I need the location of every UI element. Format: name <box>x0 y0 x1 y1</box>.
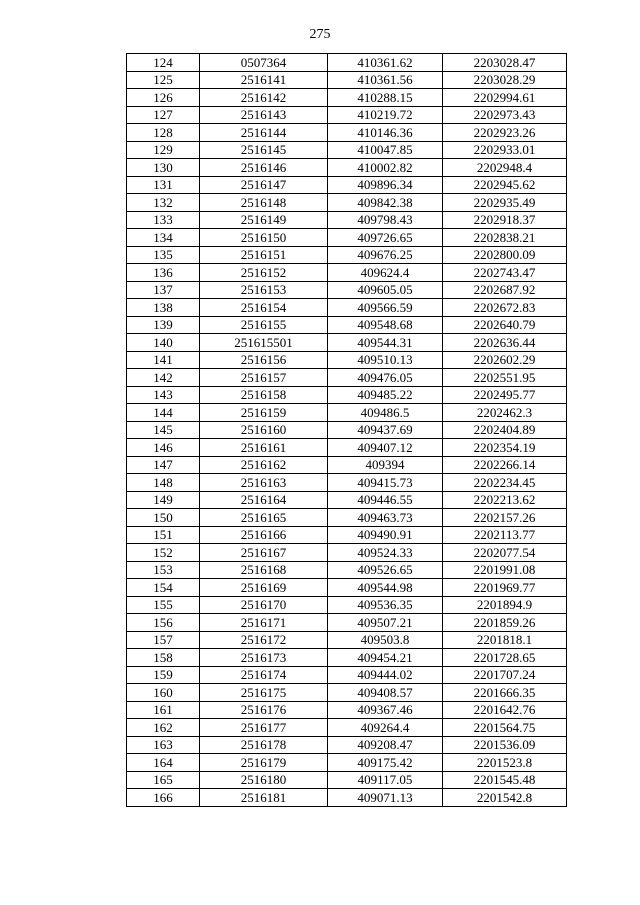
code-cell: 2516149 <box>200 211 328 229</box>
table-row <box>127 456 567 474</box>
page-number: 275 <box>309 27 331 42</box>
x-coordinate-cell: 410002.82 <box>328 159 443 177</box>
table-row <box>127 421 567 439</box>
point-number-cell: 147 <box>127 456 200 474</box>
table-row <box>127 561 567 579</box>
x-coordinate-cell: 409486.5 <box>328 404 443 422</box>
code-cell: 2516154 <box>200 299 328 317</box>
table-row <box>127 246 567 264</box>
table-row <box>127 386 567 404</box>
y-coordinate-cell: 2201523.8 <box>443 754 567 772</box>
point-number-cell: 143 <box>127 386 200 404</box>
table-row <box>127 736 567 754</box>
point-number-cell: 142 <box>127 369 200 387</box>
y-coordinate-cell: 2201991.08 <box>443 561 567 579</box>
code-cell: 0507364 <box>200 54 328 72</box>
point-number-cell: 139 <box>127 316 200 334</box>
x-coordinate-cell: 409526.65 <box>328 561 443 579</box>
x-coordinate-cell: 409446.55 <box>328 491 443 509</box>
point-number-cell: 156 <box>127 614 200 632</box>
point-number-cell: 141 <box>127 351 200 369</box>
y-coordinate-cell: 2202838.21 <box>443 229 567 247</box>
code-cell: 2516156 <box>200 351 328 369</box>
table-row <box>127 684 567 702</box>
y-coordinate-cell: 2202687.92 <box>443 281 567 299</box>
y-coordinate-cell: 2202234.45 <box>443 474 567 492</box>
x-coordinate-cell: 410288.15 <box>328 89 443 107</box>
x-coordinate-cell: 410361.56 <box>328 71 443 89</box>
code-cell: 2516176 <box>200 701 328 719</box>
code-cell: 2516167 <box>200 544 328 562</box>
code-cell: 2516181 <box>200 789 328 807</box>
point-number-cell: 125 <box>127 71 200 89</box>
y-coordinate-cell: 2201728.65 <box>443 649 567 667</box>
code-cell: 2516142 <box>200 89 328 107</box>
table-row <box>127 124 567 142</box>
y-coordinate-cell: 2202923.26 <box>443 124 567 142</box>
point-number-cell: 166 <box>127 789 200 807</box>
point-number-cell: 159 <box>127 666 200 684</box>
table-row <box>127 106 567 124</box>
table-row <box>127 89 567 107</box>
point-number-cell: 158 <box>127 649 200 667</box>
y-coordinate-cell: 2201545.48 <box>443 771 567 789</box>
x-coordinate-cell: 410361.62 <box>328 54 443 72</box>
x-coordinate-cell: 410047.85 <box>328 141 443 159</box>
x-coordinate-cell: 409463.73 <box>328 509 443 527</box>
x-coordinate-cell: 409071.13 <box>328 789 443 807</box>
code-cell: 2516165 <box>200 509 328 527</box>
point-number-cell: 136 <box>127 264 200 282</box>
x-coordinate-cell: 409367.46 <box>328 701 443 719</box>
x-coordinate-cell: 409394 <box>328 456 443 474</box>
table-row <box>127 194 567 212</box>
table-row <box>127 141 567 159</box>
table-row <box>127 491 567 509</box>
point-number-cell: 128 <box>127 124 200 142</box>
table-row <box>127 631 567 649</box>
x-coordinate-cell: 409437.69 <box>328 421 443 439</box>
y-coordinate-cell: 2202495.77 <box>443 386 567 404</box>
code-cell: 2516153 <box>200 281 328 299</box>
x-coordinate-cell: 409524.33 <box>328 544 443 562</box>
code-cell: 2516169 <box>200 579 328 597</box>
point-number-cell: 124 <box>127 54 200 72</box>
y-coordinate-cell: 2202602.29 <box>443 351 567 369</box>
x-coordinate-cell: 409408.57 <box>328 684 443 702</box>
y-coordinate-cell: 2202551.95 <box>443 369 567 387</box>
table-row <box>127 299 567 317</box>
y-coordinate-cell: 2202462.3 <box>443 404 567 422</box>
y-coordinate-cell: 2201894.9 <box>443 596 567 614</box>
x-coordinate-cell: 409175.42 <box>328 754 443 772</box>
table-row <box>127 544 567 562</box>
y-coordinate-cell: 2202354.19 <box>443 439 567 457</box>
code-cell: 2516144 <box>200 124 328 142</box>
code-cell: 2516174 <box>200 666 328 684</box>
code-cell: 2516163 <box>200 474 328 492</box>
code-cell: 2516147 <box>200 176 328 194</box>
code-cell: 251615501 <box>200 334 328 352</box>
x-coordinate-cell: 409798.43 <box>328 211 443 229</box>
code-cell: 2516166 <box>200 526 328 544</box>
point-number-cell: 163 <box>127 736 200 754</box>
code-cell: 2516146 <box>200 159 328 177</box>
x-coordinate-cell: 409544.98 <box>328 579 443 597</box>
code-cell: 2516178 <box>200 736 328 754</box>
x-coordinate-cell: 409503.8 <box>328 631 443 649</box>
y-coordinate-cell: 2202640.79 <box>443 316 567 334</box>
x-coordinate-cell: 409605.05 <box>328 281 443 299</box>
point-number-cell: 151 <box>127 526 200 544</box>
x-coordinate-cell: 409507.21 <box>328 614 443 632</box>
point-number-cell: 148 <box>127 474 200 492</box>
code-cell: 2516168 <box>200 561 328 579</box>
table-row <box>127 719 567 737</box>
point-number-cell: 149 <box>127 491 200 509</box>
point-number-cell: 160 <box>127 684 200 702</box>
x-coordinate-cell: 409676.25 <box>328 246 443 264</box>
code-cell: 2516155 <box>200 316 328 334</box>
table-row <box>127 526 567 544</box>
y-coordinate-cell: 2203028.47 <box>443 54 567 72</box>
point-number-cell: 135 <box>127 246 200 264</box>
x-coordinate-cell: 410146.36 <box>328 124 443 142</box>
table-row <box>127 509 567 527</box>
table-row <box>127 754 567 772</box>
table-row <box>127 264 567 282</box>
code-cell: 2516179 <box>200 754 328 772</box>
table-row <box>127 579 567 597</box>
table-row <box>127 316 567 334</box>
y-coordinate-cell: 2202935.49 <box>443 194 567 212</box>
code-cell: 2516152 <box>200 264 328 282</box>
code-cell: 2516150 <box>200 229 328 247</box>
point-number-cell: 150 <box>127 509 200 527</box>
table-row <box>127 281 567 299</box>
code-cell: 2516173 <box>200 649 328 667</box>
point-number-cell: 154 <box>127 579 200 597</box>
y-coordinate-cell: 2202213.62 <box>443 491 567 509</box>
point-number-cell: 153 <box>127 561 200 579</box>
y-coordinate-cell: 2201542.8 <box>443 789 567 807</box>
code-cell: 2516151 <box>200 246 328 264</box>
point-number-cell: 162 <box>127 719 200 737</box>
code-cell: 2516172 <box>200 631 328 649</box>
x-coordinate-cell: 409726.65 <box>328 229 443 247</box>
point-number-cell: 157 <box>127 631 200 649</box>
table-row <box>127 649 567 667</box>
point-number-cell: 146 <box>127 439 200 457</box>
code-cell: 2516141 <box>200 71 328 89</box>
table-row <box>127 474 567 492</box>
x-coordinate-cell: 409490.91 <box>328 526 443 544</box>
x-coordinate-cell: 409566.59 <box>328 299 443 317</box>
x-coordinate-cell: 409485.22 <box>328 386 443 404</box>
table-row <box>127 439 567 457</box>
code-cell: 2516160 <box>200 421 328 439</box>
code-cell: 2516157 <box>200 369 328 387</box>
point-number-cell: 164 <box>127 754 200 772</box>
table-row <box>127 159 567 177</box>
point-number-cell: 131 <box>127 176 200 194</box>
x-coordinate-cell: 409510.13 <box>328 351 443 369</box>
table-row <box>127 614 567 632</box>
point-number-cell: 152 <box>127 544 200 562</box>
x-coordinate-cell: 410219.72 <box>328 106 443 124</box>
y-coordinate-cell: 2202672.83 <box>443 299 567 317</box>
y-coordinate-cell: 2202157.26 <box>443 509 567 527</box>
table-row <box>127 54 567 72</box>
code-cell: 2516143 <box>200 106 328 124</box>
point-number-cell: 132 <box>127 194 200 212</box>
table-row <box>127 176 567 194</box>
point-number-cell: 129 <box>127 141 200 159</box>
table-row <box>127 771 567 789</box>
point-number-cell: 130 <box>127 159 200 177</box>
point-number-cell: 145 <box>127 421 200 439</box>
table-row <box>127 701 567 719</box>
y-coordinate-cell: 2201707.24 <box>443 666 567 684</box>
table-row <box>127 71 567 89</box>
y-coordinate-cell: 2201642.76 <box>443 701 567 719</box>
y-coordinate-cell: 2202918.37 <box>443 211 567 229</box>
code-cell: 2516162 <box>200 456 328 474</box>
point-number-cell: 134 <box>127 229 200 247</box>
y-coordinate-cell: 2201859.26 <box>443 614 567 632</box>
code-cell: 2516164 <box>200 491 328 509</box>
code-cell: 2516170 <box>200 596 328 614</box>
table-body <box>127 54 567 807</box>
table-row <box>127 404 567 422</box>
point-number-cell: 161 <box>127 701 200 719</box>
point-number-cell: 140 <box>127 334 200 352</box>
x-coordinate-cell: 409548.68 <box>328 316 443 334</box>
code-cell: 2516145 <box>200 141 328 159</box>
point-number-cell: 133 <box>127 211 200 229</box>
y-coordinate-cell: 2202266.14 <box>443 456 567 474</box>
x-coordinate-cell: 409454.21 <box>328 649 443 667</box>
y-coordinate-cell: 2202077.54 <box>443 544 567 562</box>
table-row <box>127 229 567 247</box>
x-coordinate-cell: 409415.73 <box>328 474 443 492</box>
table-row <box>127 789 567 807</box>
x-coordinate-cell: 409536.35 <box>328 596 443 614</box>
y-coordinate-cell: 2203028.29 <box>443 71 567 89</box>
x-coordinate-cell: 409444.02 <box>328 666 443 684</box>
code-cell: 2516175 <box>200 684 328 702</box>
point-number-cell: 155 <box>127 596 200 614</box>
code-cell: 2516161 <box>200 439 328 457</box>
y-coordinate-cell: 2202404.89 <box>443 421 567 439</box>
point-number-cell: 137 <box>127 281 200 299</box>
x-coordinate-cell: 409476.05 <box>328 369 443 387</box>
coordinates-table <box>126 53 567 807</box>
y-coordinate-cell: 2201666.35 <box>443 684 567 702</box>
y-coordinate-cell: 2201818.1 <box>443 631 567 649</box>
y-coordinate-cell: 2201564.75 <box>443 719 567 737</box>
code-cell: 2516148 <box>200 194 328 212</box>
x-coordinate-cell: 409544.31 <box>328 334 443 352</box>
table-row <box>127 334 567 352</box>
y-coordinate-cell: 2202113.77 <box>443 526 567 544</box>
x-coordinate-cell: 409208.47 <box>328 736 443 754</box>
y-coordinate-cell: 2202743.47 <box>443 264 567 282</box>
point-number-cell: 126 <box>127 89 200 107</box>
x-coordinate-cell: 409264.4 <box>328 719 443 737</box>
table-row <box>127 666 567 684</box>
table-row <box>127 211 567 229</box>
code-cell: 2516177 <box>200 719 328 737</box>
code-cell: 2516159 <box>200 404 328 422</box>
table-row <box>127 369 567 387</box>
point-number-cell: 138 <box>127 299 200 317</box>
point-number-cell: 127 <box>127 106 200 124</box>
x-coordinate-cell: 409117.05 <box>328 771 443 789</box>
y-coordinate-cell: 2201536.09 <box>443 736 567 754</box>
y-coordinate-cell: 2202945.62 <box>443 176 567 194</box>
x-coordinate-cell: 409842.38 <box>328 194 443 212</box>
code-cell: 2516180 <box>200 771 328 789</box>
table-row <box>127 351 567 369</box>
point-number-cell: 165 <box>127 771 200 789</box>
y-coordinate-cell: 2202933.01 <box>443 141 567 159</box>
x-coordinate-cell: 409624.4 <box>328 264 443 282</box>
code-cell: 2516171 <box>200 614 328 632</box>
code-cell: 2516158 <box>200 386 328 404</box>
y-coordinate-cell: 2202948.4 <box>443 159 567 177</box>
y-coordinate-cell: 2202973.43 <box>443 106 567 124</box>
point-number-cell: 144 <box>127 404 200 422</box>
x-coordinate-cell: 409407.12 <box>328 439 443 457</box>
x-coordinate-cell: 409896.34 <box>328 176 443 194</box>
y-coordinate-cell: 2201969.77 <box>443 579 567 597</box>
y-coordinate-cell: 2202800.09 <box>443 246 567 264</box>
table-row <box>127 596 567 614</box>
y-coordinate-cell: 2202636.44 <box>443 334 567 352</box>
y-coordinate-cell: 2202994.61 <box>443 89 567 107</box>
